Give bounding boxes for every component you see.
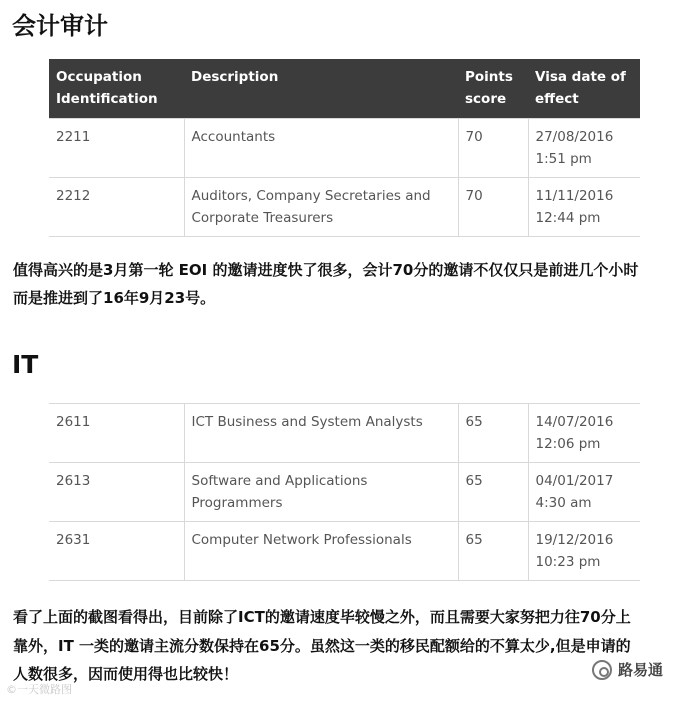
header-description: Description <box>184 59 458 119</box>
paragraph-it-summary <box>13 603 678 689</box>
table-row <box>49 404 640 463</box>
time-text: 12:44 pm <box>535 210 601 226</box>
section-title-it: IT <box>12 350 39 379</box>
section-title-accounting: 会计审计 <box>12 12 108 40</box>
paragraph-line: 看了上面的截图看得出，目前除了ICT的邀请速度毕较慢之外，而且需要大家努把力往70分上 <box>13 608 631 626</box>
table-header-row <box>49 59 640 119</box>
date-text: 27/08/2016 <box>535 129 614 145</box>
date-text: 11/11/2016 <box>535 188 614 204</box>
date-text: 14/07/2016 <box>535 414 614 430</box>
time-text: 12:06 pm <box>535 436 601 452</box>
cell-description: Software and Applications Programmers <box>184 463 458 522</box>
date-text: 19/12/2016 <box>535 532 614 548</box>
paragraph-line: 而是推进到了16年9月23号。 <box>13 289 216 307</box>
cell-date <box>528 463 640 522</box>
header-visa-date: Visa date of effect <box>528 59 640 119</box>
header-occupation-id: Occupation Identification <box>49 59 184 119</box>
cell-points: 65 <box>458 522 528 581</box>
wechat-channel-icon <box>592 660 612 680</box>
paragraph-line: 人数很多，因而使用得也比较快！ <box>13 665 239 683</box>
table-row <box>49 463 640 522</box>
cell-points: 70 <box>458 119 528 178</box>
date-text: 04/01/2017 <box>535 473 614 489</box>
time-text: 4:30 am <box>535 495 592 511</box>
paragraph-line: 靠外，IT 一类的邀请主流分数保持在65分。虽然这一类的移民配额给的不算太少,但是申请的 <box>13 636 631 655</box>
watermark-right <box>592 659 663 680</box>
watermark-left: ©一天微路图 <box>6 683 72 696</box>
cell-date <box>528 119 640 178</box>
cell-code: 2631 <box>49 522 184 581</box>
cell-description: ICT Business and System Analysts <box>184 404 458 463</box>
cell-points: 65 <box>458 463 528 522</box>
cell-code: 2212 <box>49 178 184 237</box>
time-text: 10:23 pm <box>535 554 601 570</box>
table-row <box>49 119 640 178</box>
occupation-table-accounting <box>49 59 640 237</box>
cell-description: Accountants <box>184 119 458 178</box>
cell-points: 70 <box>458 178 528 237</box>
cell-code: 2613 <box>49 463 184 522</box>
cell-date <box>528 178 640 237</box>
paragraph-line: 值得高兴的是3月第一轮 EOI 的邀请进度快了很多，会计70分的邀请不仅仅只是前进几个小时 <box>13 261 639 279</box>
cell-code: 2611 <box>49 404 184 463</box>
cell-code: 2211 <box>49 119 184 178</box>
table-row <box>49 178 640 237</box>
occupation-table-it <box>49 403 640 581</box>
table-row <box>49 522 640 581</box>
header-points-score: Points score <box>458 59 528 119</box>
cell-points: 65 <box>458 404 528 463</box>
cell-date <box>528 404 640 463</box>
cell-date <box>528 522 640 581</box>
cell-description: Auditors, Company Secretaries and Corporate Treasurers <box>184 178 458 237</box>
cell-description: Computer Network Professionals <box>184 522 458 581</box>
paragraph-eoi-progress <box>13 256 678 312</box>
time-text: 1:51 pm <box>535 151 592 167</box>
watermark-brand: 路易通 <box>618 661 664 679</box>
